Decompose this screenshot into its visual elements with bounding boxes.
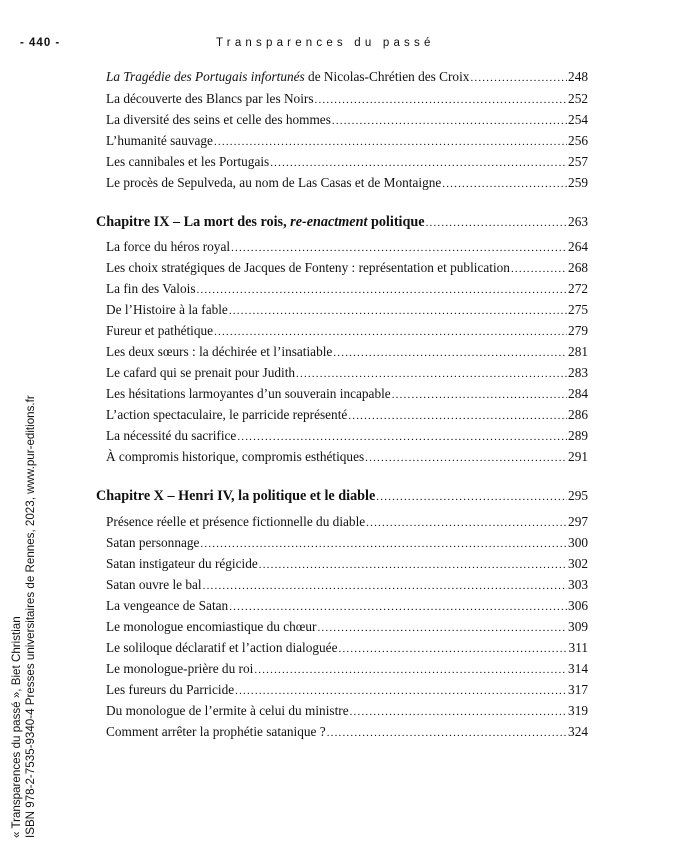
toc-entry <box>106 153 588 172</box>
chapter-title: Chapitre X – Henri IV, la politique et le diable <box>96 488 376 504</box>
toc-entry-title: La découverte des Blancs par les Noirs <box>106 91 314 106</box>
toc-entry-title: La force du héros royal <box>106 239 231 254</box>
dot-leader <box>200 535 567 553</box>
toc-entry-page: 256 <box>568 133 588 148</box>
toc-entry-page: 314 <box>568 661 588 676</box>
chapter-title-part: politique <box>367 214 425 230</box>
toc-entry <box>106 132 588 151</box>
toc-entry-title: La fin des Valois <box>106 281 196 296</box>
toc-entry <box>106 238 588 257</box>
dot-leader <box>332 112 567 130</box>
toc-entry-page: 317 <box>568 682 588 697</box>
toc-entry-title: Satan ouvre le bal <box>106 577 202 592</box>
chapter-title-italic: re-enactment <box>290 214 368 230</box>
toc-entry-page: 252 <box>568 91 588 106</box>
dot-leader <box>339 640 568 658</box>
toc-entry-title: À compromis historique, compromis esthétiques <box>106 449 365 464</box>
dot-leader <box>348 407 567 425</box>
dot-leader <box>327 724 567 742</box>
toc-entry <box>106 597 588 616</box>
toc-entry-title: Le monologue-prière du roi <box>106 661 254 676</box>
toc-entry <box>106 301 588 320</box>
toc-entry-title <box>106 68 469 86</box>
dot-leader <box>442 175 567 193</box>
toc-entry-page: 254 <box>568 112 588 127</box>
dot-leader <box>254 661 567 679</box>
toc-entry-page: 279 <box>568 323 588 338</box>
toc-entry-title-italic: La Tragédie des Portugais infortunés <box>106 69 305 84</box>
toc-entry-title: Satan personnage <box>106 535 200 550</box>
toc-entry-page: 281 <box>568 344 588 359</box>
toc-entry-page: 309 <box>568 619 588 634</box>
toc-entry-page: 264 <box>568 239 588 254</box>
toc-entry <box>106 448 588 467</box>
dot-leader <box>511 260 567 278</box>
toc-entry-title: L’action spectaculaire, le parricide représenté <box>106 407 348 422</box>
dot-leader <box>229 598 567 616</box>
toc-entry-page: 302 <box>568 556 588 571</box>
toc-entry <box>106 618 588 637</box>
toc-entry-page: 259 <box>568 175 588 190</box>
toc-entry-title: Satan instigateur du régicide <box>106 556 258 571</box>
dot-leader <box>426 214 567 232</box>
toc-entry-title: Fureur et pathétique <box>106 323 214 338</box>
toc-entry-title: La diversité des seins et celle des hommes <box>106 112 331 127</box>
toc-entry-title: Du monologue de l’ermite à celui du ministre <box>106 703 349 718</box>
toc-entry <box>106 322 588 341</box>
toc-entry-title: Les choix stratégiques de Jacques de Fonteny : représentation et publication <box>106 260 510 275</box>
toc-entry-title: Le procès de Sepulveda, au nom de Las Casas et de Montaigne <box>106 175 442 190</box>
dot-leader <box>333 344 567 362</box>
toc-entry <box>106 111 588 130</box>
side-note-line: « Transparences du passé », Biet Christian <box>10 616 23 838</box>
toc-entry-title: Les hésitations larmoyantes d’un souverain incapable <box>106 386 391 401</box>
toc-entry-page: 286 <box>568 407 588 422</box>
toc-entry-title: Les cannibales et les Portugais <box>106 154 270 169</box>
toc-chapter-heading <box>96 487 588 506</box>
chapter-title-part: Chapitre IX – La mort des rois, <box>96 214 291 230</box>
toc-entry-title: Le cafard qui se prenait pour Judith <box>106 365 296 380</box>
toc-entry-page: 303 <box>568 577 588 592</box>
toc-entry-title: Le monologue encomiastique du chœur <box>106 619 317 634</box>
toc-entry-title: Les fureurs du Parricide <box>106 682 235 697</box>
toc-entry-page: 289 <box>568 428 588 443</box>
dot-leader <box>231 239 567 257</box>
toc-entry-title: Le soliloque déclaratif et l’action dialoguée <box>106 640 338 655</box>
toc-entry-title: Comment arrêter la prophétie satanique ? <box>106 724 326 739</box>
toc-entry-page: 300 <box>568 535 588 550</box>
toc-entry-page: 248 <box>568 69 588 84</box>
dot-leader <box>235 682 567 700</box>
toc-entry-page: 311 <box>568 640 588 655</box>
chapter-title <box>96 213 425 231</box>
toc-entry-page: 284 <box>568 386 588 401</box>
toc-entry-title: L’humanité sauvage <box>106 133 213 148</box>
toc-entry <box>106 555 588 574</box>
toc-entry-title: Les deux sœurs : la déchirée et l’insatiable <box>106 344 333 359</box>
dot-leader <box>197 281 568 299</box>
running-header <box>20 37 490 53</box>
toc-entry <box>106 702 588 721</box>
chapter-page: 295 <box>568 488 588 503</box>
dot-leader <box>270 154 567 172</box>
toc-entry-page: 306 <box>568 598 588 613</box>
dot-leader <box>392 386 567 404</box>
side-note-line: ISBN 978-2-7535-9340-4 Presses universitaires de Rennes, 2023, www.pur-editions.fr <box>24 395 37 838</box>
dot-leader <box>214 133 567 151</box>
toc-entry <box>106 723 588 742</box>
toc-entry-page: 275 <box>568 302 588 317</box>
toc-entry <box>106 576 588 595</box>
toc-entry <box>106 385 588 404</box>
toc-entry-page: 283 <box>568 365 588 380</box>
running-title: Transparences du passé <box>216 37 435 49</box>
dot-leader <box>237 428 567 446</box>
toc-entry <box>106 90 588 109</box>
toc-entry <box>106 259 588 278</box>
toc-entry-title: De l’Histoire à la fable <box>106 302 228 317</box>
toc-entry <box>106 174 588 193</box>
toc-entry-page: 257 <box>568 154 588 169</box>
toc-entry-page: 291 <box>568 449 588 464</box>
toc-entry <box>106 427 588 446</box>
toc-entry-title: Présence réelle et présence fictionnelle du diable <box>106 514 366 529</box>
toc-entry-page: 272 <box>568 281 588 296</box>
dot-leader <box>296 365 567 383</box>
toc-chapter-heading <box>96 213 588 232</box>
dot-leader <box>376 488 567 506</box>
toc-entry <box>106 681 588 700</box>
toc-entry-title-rest: de Nicolas-Chrétien des Croix <box>304 69 470 84</box>
toc-entry-page: 319 <box>568 703 588 718</box>
dot-leader <box>366 514 567 532</box>
toc-entry <box>106 68 588 87</box>
page-number: - 440 - <box>20 37 61 49</box>
toc-entry-title: La nécessité du sacrifice <box>106 428 237 443</box>
dot-leader <box>317 619 567 637</box>
toc-entry <box>106 513 588 532</box>
dot-leader <box>259 556 567 574</box>
toc-entry <box>106 343 588 362</box>
toc-entry <box>106 534 588 553</box>
dot-leader <box>203 577 567 595</box>
dot-leader <box>229 302 567 320</box>
dot-leader <box>315 91 568 109</box>
toc-entry <box>106 364 588 383</box>
toc-entry <box>106 406 588 425</box>
toc-entry <box>106 660 588 679</box>
copyright-side-note <box>10 395 38 838</box>
toc-entry <box>106 639 588 658</box>
dot-leader <box>365 449 567 467</box>
toc-entry-page: 268 <box>568 260 588 275</box>
dot-leader <box>214 323 567 341</box>
toc-entry-title: La vengeance de Satan <box>106 598 229 613</box>
chapter-page: 263 <box>568 214 588 229</box>
toc-entry-page: 297 <box>568 514 588 529</box>
dot-leader <box>470 69 567 87</box>
toc-entry <box>106 280 588 299</box>
toc-entry-page: 324 <box>568 724 588 739</box>
dot-leader <box>350 703 567 721</box>
